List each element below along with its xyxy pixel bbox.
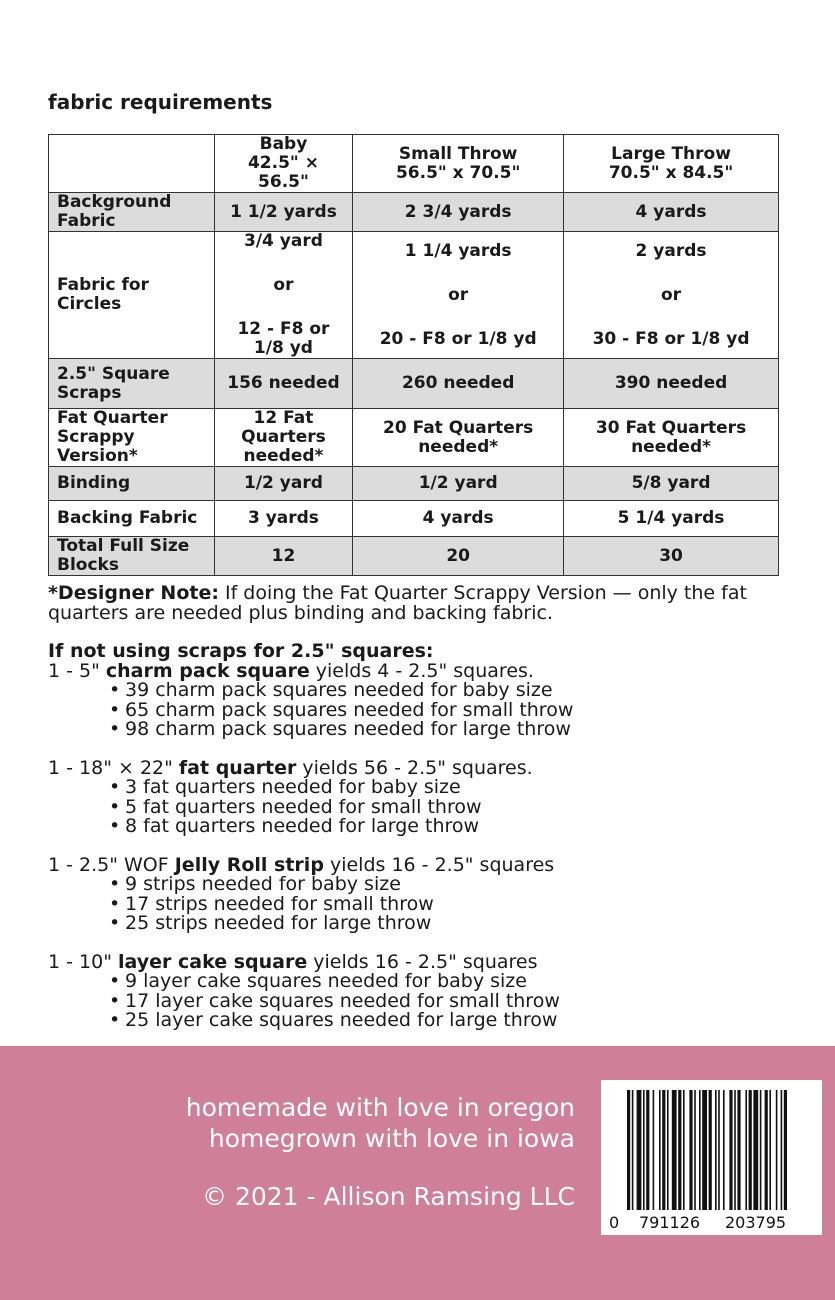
- instruction-group-fat-quarter: [48, 756, 808, 837]
- cell-baby: 3 yards: [214, 501, 353, 537]
- cell-small: [353, 232, 564, 359]
- cell-small: 260 needed: [353, 359, 564, 409]
- cell-large: 5/8 yard: [564, 467, 779, 501]
- designer-note-text: If doing the Fat Quarter Scrappy Version — only the fat quarters are needed plus binding and backing fabric.: [48, 582, 747, 624]
- line-prefix: 1 - 5": [48, 659, 106, 682]
- cell-small: 20 Fat Quarters needed*: [353, 409, 564, 467]
- alternative-instructions: [48, 642, 808, 1050]
- cell-large: 30: [564, 537, 779, 576]
- cell-baby: 12: [214, 537, 353, 576]
- list-item: • 17 strips needed for small throw: [125, 895, 808, 915]
- list-item: • 65 charm pack squares needed for small throw: [125, 701, 808, 721]
- row-label: Binding: [49, 467, 215, 501]
- designer-note-label: *Designer Note:: [48, 582, 219, 604]
- cell-large: 30 Fat Quarters needed*: [564, 409, 779, 467]
- cell-small: 20: [353, 537, 564, 576]
- barcode-icon: [601, 1080, 822, 1235]
- header-baby-dims: 42.5" × 56.5": [247, 153, 319, 192]
- section-title: fabric requirements: [48, 90, 273, 114]
- bullet-list: [48, 972, 808, 1031]
- header-small-dims: 56.5" x 70.5": [395, 162, 521, 183]
- table-row-binding: [49, 467, 779, 501]
- header-baby-name: Baby: [259, 134, 308, 154]
- cell-baby: 1 1/2 yards: [214, 193, 353, 232]
- cell-option-b: 12 - F8 or 1/8 yd: [237, 319, 330, 358]
- line-suffix: yields 16 - 2.5" squares: [323, 853, 555, 876]
- barcode-digits-group1: 791126: [639, 1213, 701, 1232]
- cell-or: or: [273, 275, 294, 295]
- header-large-name: Large Throw: [611, 143, 731, 164]
- list-item: • 17 layer cake squares needed for small throw: [125, 992, 808, 1012]
- list-item: • 98 charm pack squares needed for large throw: [125, 720, 808, 740]
- table-row-blocks: [49, 537, 779, 576]
- cell-small: 2 3/4 yards: [353, 193, 564, 232]
- tagline-oregon: homemade with love in oregon: [185, 1093, 575, 1122]
- cell-small: 4 yards: [353, 501, 564, 537]
- header-corner: [49, 135, 215, 193]
- header-large-throw: [564, 135, 779, 193]
- bullet-list: [48, 681, 808, 740]
- table-header-row: [49, 135, 779, 193]
- cell-baby: 156 needed: [214, 359, 353, 409]
- line-bold: layer cake square: [117, 950, 308, 973]
- line-bold: fat quarter: [178, 756, 297, 779]
- table-row-scraps: [49, 359, 779, 409]
- cell-option-a: 2 yards: [635, 240, 707, 261]
- row-label: Fat Quarter Scrappy Version*: [49, 409, 215, 467]
- fabric-requirements-table: [48, 134, 779, 576]
- row-label: Background Fabric: [49, 193, 215, 232]
- tagline-iowa: homegrown with love in iowa: [208, 1124, 575, 1153]
- line-prefix: 1 - 18" × 22": [48, 756, 179, 779]
- header-small-name: Small Throw: [398, 143, 518, 164]
- bullet-list: [48, 778, 808, 837]
- row-label: Fabric for Circles: [49, 232, 215, 359]
- barcode-digits-group2: 203795: [725, 1213, 787, 1232]
- barcode: [601, 1080, 822, 1235]
- line-prefix: 1 - 2.5" WOF: [48, 853, 175, 876]
- list-item: • 39 charm pack squares needed for baby size: [125, 681, 808, 701]
- row-label: Backing Fabric: [49, 501, 215, 537]
- cell-large: 390 needed: [564, 359, 779, 409]
- list-item: • 25 layer cake squares needed for large throw: [125, 1011, 808, 1031]
- cell-baby: 12 Fat Quarters needed*: [214, 409, 353, 467]
- cell-or: or: [661, 284, 682, 305]
- instructions-heading: If not using scraps for 2.5" squares:: [48, 640, 434, 662]
- table-row-background: [49, 193, 779, 232]
- table-row-fat-quarter: [49, 409, 779, 467]
- list-item: • 5 fat quarters needed for small throw: [125, 798, 808, 818]
- copyright: © 2021 - Allison Ramsing LLC: [202, 1182, 575, 1211]
- cell-option-b: 20 - F8 or 1/8 yd: [379, 328, 537, 349]
- header-small-throw: [353, 135, 564, 193]
- cell-baby: [214, 232, 353, 359]
- cell-large: 5 1/4 yards: [564, 501, 779, 537]
- bullet-list: [48, 875, 808, 934]
- line-suffix: yields 4 - 2.5" squares.: [309, 659, 534, 682]
- list-item: • 8 fat quarters needed for large throw: [125, 817, 808, 837]
- header-baby: [214, 135, 353, 193]
- cell-option-a: 3/4 yard: [244, 231, 323, 251]
- cell-large: 4 yards: [564, 193, 779, 232]
- cell-or: or: [448, 284, 469, 305]
- instruction-group-jelly-roll: [48, 853, 808, 934]
- designer-note: [48, 583, 788, 623]
- list-item: • 3 fat quarters needed for baby size: [125, 778, 808, 798]
- cell-baby: 1/2 yard: [214, 467, 353, 501]
- row-label: 2.5" Square Scraps: [49, 359, 215, 409]
- cell-option-b: 30 - F8 or 1/8 yd: [592, 328, 750, 349]
- line-prefix: 1 - 10": [48, 950, 118, 973]
- line-bold: Jelly Roll strip: [174, 853, 324, 876]
- line-bold: charm pack square: [105, 659, 310, 682]
- table-row-circles: [49, 232, 779, 359]
- line-suffix: yields 56 - 2.5" squares.: [296, 756, 533, 779]
- list-item: • 9 strips needed for baby size: [125, 875, 808, 895]
- cell-option-a: 1 1/4 yards: [404, 240, 512, 261]
- instruction-group-layer-cake: [48, 950, 808, 1031]
- cell-small: 1/2 yard: [353, 467, 564, 501]
- line-suffix: yields 16 - 2.5" squares: [307, 950, 538, 973]
- table-row-backing: [49, 501, 779, 537]
- list-item: • 25 strips needed for large throw: [125, 914, 808, 934]
- instruction-group-charm: [48, 659, 808, 740]
- barcode-digit-left: 0: [609, 1213, 620, 1232]
- cell-large: [564, 232, 779, 359]
- header-large-dims: 70.5" x 84.5": [608, 162, 734, 183]
- list-item: • 9 layer cake squares needed for baby size: [125, 972, 808, 992]
- row-label: Total Full Size Blocks: [49, 537, 215, 576]
